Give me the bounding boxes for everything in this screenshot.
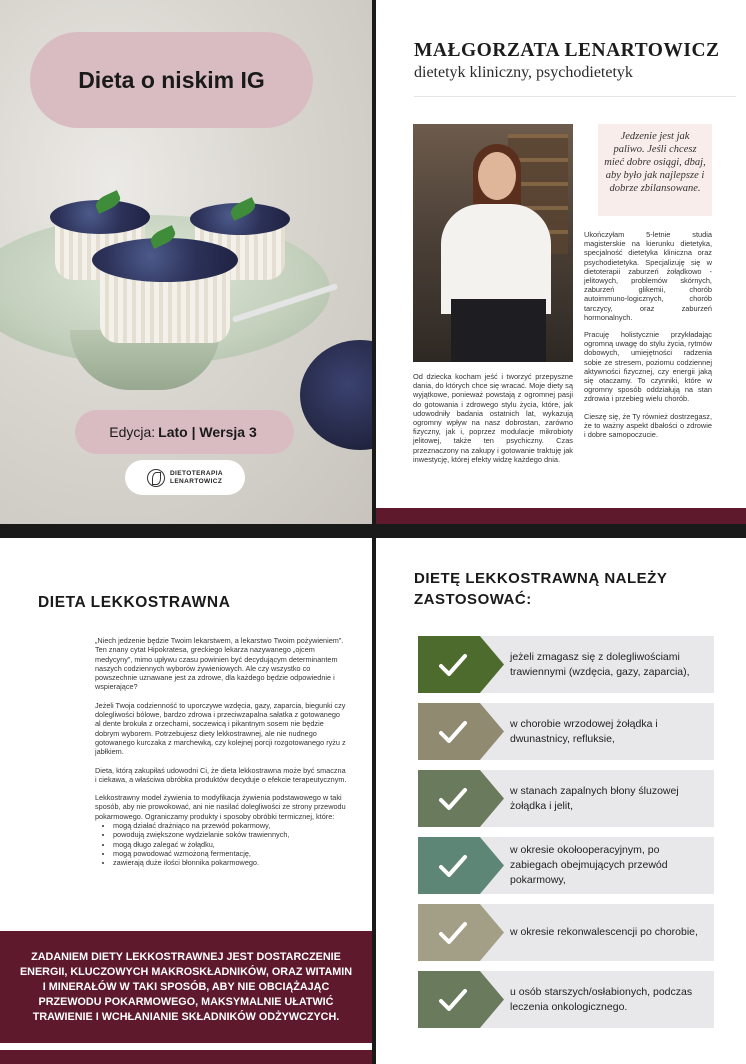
trousers — [451, 299, 546, 362]
indication-row — [418, 971, 714, 1028]
checkmark-icon — [436, 916, 470, 950]
list-item: • mogą działać drażniąco na przewód pokarmowy, — [113, 821, 347, 830]
apply-page — [376, 538, 746, 1064]
cover-title: Dieta o niskim IG — [30, 32, 313, 128]
indication-row — [418, 770, 714, 827]
bio-paragraph: Od dziecka kocham jeść i tworzyć przepyszne dania, do których chce się wracać. Moje diety są wyjątkowe, ponieważ powstają z ogromnej pasji do gotowania i zdrowego stylu życia, które, jak udowodniły badania ostatnich lat, wykazują ogromny wpływ na nasz dobrostan, zarówno fizyczny, jak i, poprzez modulacje mikrobioty jelitowej, także ten psychiczny. Czas przeznaczony na zakupy i gotowanie traktuję jak inwestycję, której efekty widzę każdego dnia. — [413, 372, 573, 464]
header-divider — [414, 96, 736, 97]
diet-paragraph: Dieta, którą zakupiłaś udowodni Ci, że dieta lekkostrawna może być smaczna i ciekawa, a właściwa obróbka produktów decyduje o efekcie terapeutycznym. — [95, 765, 347, 784]
bio-paragraph: Pracuję holistycznie przykładając ogromną uwagę do stylu życia, rytmów dobowych, umiejętności radzenia sobie ze stresem, poziomu codziennej aktywności fizycznej, czy energii jaką się otaczamy. To czynniki, które w ogromny sposób oddziałują na stan zdrowia i przebieg wielu chorób. — [584, 330, 712, 404]
list-item: • zawierają duże ilości błonnika pokarmowego. — [113, 858, 347, 867]
diet-body — [95, 636, 347, 868]
list-item: • mogą długo zalegać w żołądku, — [113, 840, 347, 849]
diet-paragraph: „Niech jedzenie będzie Twoim lekarstwem, a lekarstwo Twoim pożywieniem”. Ten znany cytat Hipokratesa, greckiego lekarza nazywanego „ojcem medycyny”, mimo upływu czasu powinien być decydującym determinantem naszych codziennych wyborów żywieniowych. Ale czy wszystko co powszechnie uznawane jest za zdrowe, dla każdego będzie odpowiednie i wspierające? — [95, 636, 344, 692]
footer-bar — [0, 1050, 372, 1064]
edition-value: Lato | Wersja 3 — [158, 424, 257, 440]
checkmark-icon — [436, 983, 470, 1017]
dietitian-page — [376, 0, 746, 524]
checkmark-icon — [436, 782, 470, 816]
apply-title: DIETĘ LEKKOSTRAWNĄ NALEŻY ZASTOSOWAĆ: — [414, 570, 668, 608]
diet-title: DIETA LEKKOSTRAWNA — [38, 594, 231, 611]
white-shirt — [441, 204, 551, 314]
indication-text: w chorobie wrzodowej żołądka i dwunastnicy, refluksie, — [510, 717, 658, 745]
bio-left-column — [413, 372, 573, 472]
dietitian-name: MAŁGORZATA LENARTOWICZ — [414, 40, 720, 61]
brand-logo — [125, 460, 245, 495]
list-item: • mogą powodować wzmożoną fermentację, — [113, 849, 347, 858]
restriction-list — [113, 821, 347, 867]
brand-name — [170, 470, 223, 486]
indication-text: w okresie rekonwalescencji po chorobie, — [510, 926, 698, 938]
leaf-logo-icon — [147, 469, 165, 487]
dietitian-role: dietetyk kliniczny, psychodietetyk — [414, 64, 633, 81]
footer-bar — [376, 508, 746, 524]
checkmark-icon — [436, 715, 470, 749]
goal-banner — [0, 931, 372, 1043]
bio-paragraph: Cieszę się, że Ty również dostrzegasz, że to ważny aspekt dbałości o zdrowie i dobre samopoczucie. — [584, 411, 712, 440]
quote-box: Jedzenie jest jak paliwo. Jeśli chcesz mieć dobre osiągi, dbaj, aby było jak najlepsze i dobrze zbilansowane. — [598, 124, 712, 216]
indication-row — [418, 904, 714, 961]
indication-text: w okresie okołooperacyjnym, po zabiegach obejmujących przewód pokarmowy, — [510, 844, 668, 886]
indication-row — [418, 837, 714, 894]
indication-list — [418, 636, 714, 1038]
diet-paragraph: Lekkostrawny model żywienia to modyfikacja żywienia podstawowego w taki sposób, aby nie prowokować, ani nie nasilać dolegliwości ze strony przewodu pokarmowego. Ograniczamy produkty i sposoby obróbki termicznej, które: — [95, 793, 346, 821]
indication-text: u osób starszych/osłabionych, podczas leczenia onkologicznego. — [510, 985, 693, 1013]
bio-right-column — [584, 230, 712, 447]
indication-text: jeżeli zmagasz się z dolegliwościami trawiennymi (wzdęcia, gazy, zaparcia), — [510, 650, 690, 678]
muffin-topping — [92, 238, 238, 282]
cover-page — [0, 0, 372, 524]
face — [478, 152, 516, 200]
brand-name-line1: DIETOTERAPIA — [169, 469, 224, 477]
edition-prefix: Edycja: — [109, 424, 156, 440]
diet-paragraph: Jeżeli Twoja codzienność to uporczywe wzdęcia, gazy, zaparcia, biegunki czy dolegliwości bólowe, bardzo zdrowa i przeciwzapalna sałatka z gotowanego al dente brokuła z orzechami, soczewicą i pikantnym sosem nie będzie dobrym wyborem. Potrzebujesz diety lekkostrawnej, ale nie nudnego gotowanego kurczaka z marchewką, czy kolejnej porcji rozgotowanego ryżu z jabłkiem. — [95, 700, 346, 757]
indication-text: w stanach zapalnych błony śluzowej żołądka i jelit, — [510, 784, 679, 812]
diet-page — [0, 538, 372, 1064]
edition-badge — [75, 410, 294, 454]
indication-row — [418, 636, 714, 693]
dietitian-photo — [413, 124, 573, 362]
bio-paragraph: Ukończyłam 5-letnie studia magisterskie na kierunku dietetyka, specjalność dietetyka kliniczna oraz psychodietetyka. Specjalizuję się w dietoterapii zaburzeń żołądkowo - jelitowych, problemów skórnych, zaburzeń glikemii, chorób autoimmuno-logicznych, chorób tarczycy, oraz zaburzeń hormonalnych. — [584, 230, 712, 322]
checkmark-icon — [436, 648, 470, 682]
checkmark-icon — [436, 849, 470, 883]
list-item: • powodują zwiększone wydzielanie soków trawiennych, — [113, 830, 347, 839]
indication-row — [418, 703, 714, 760]
goal-banner-text: ZADANIEM DIETY LEKKOSTRAWNEJ JEST DOSTARCZENIE ENERGII, KLUCZOWYCH MAKROSKŁADNIKÓW, ORAZ WITAMIN I MINERAŁÓW W TAKI SPOSÓB, ABY NIE OBCIĄŻAJĄC PRZEWODU POKARMOWEGO, MAKSYMALNIE UŁATWIĆ TRAWIENIE I WCHŁANIANIE SKŁADNIKÓW ODŻYWCZYCH. — [19, 950, 353, 1023]
brand-name-line2: LENARTOWICZ — [169, 477, 223, 485]
